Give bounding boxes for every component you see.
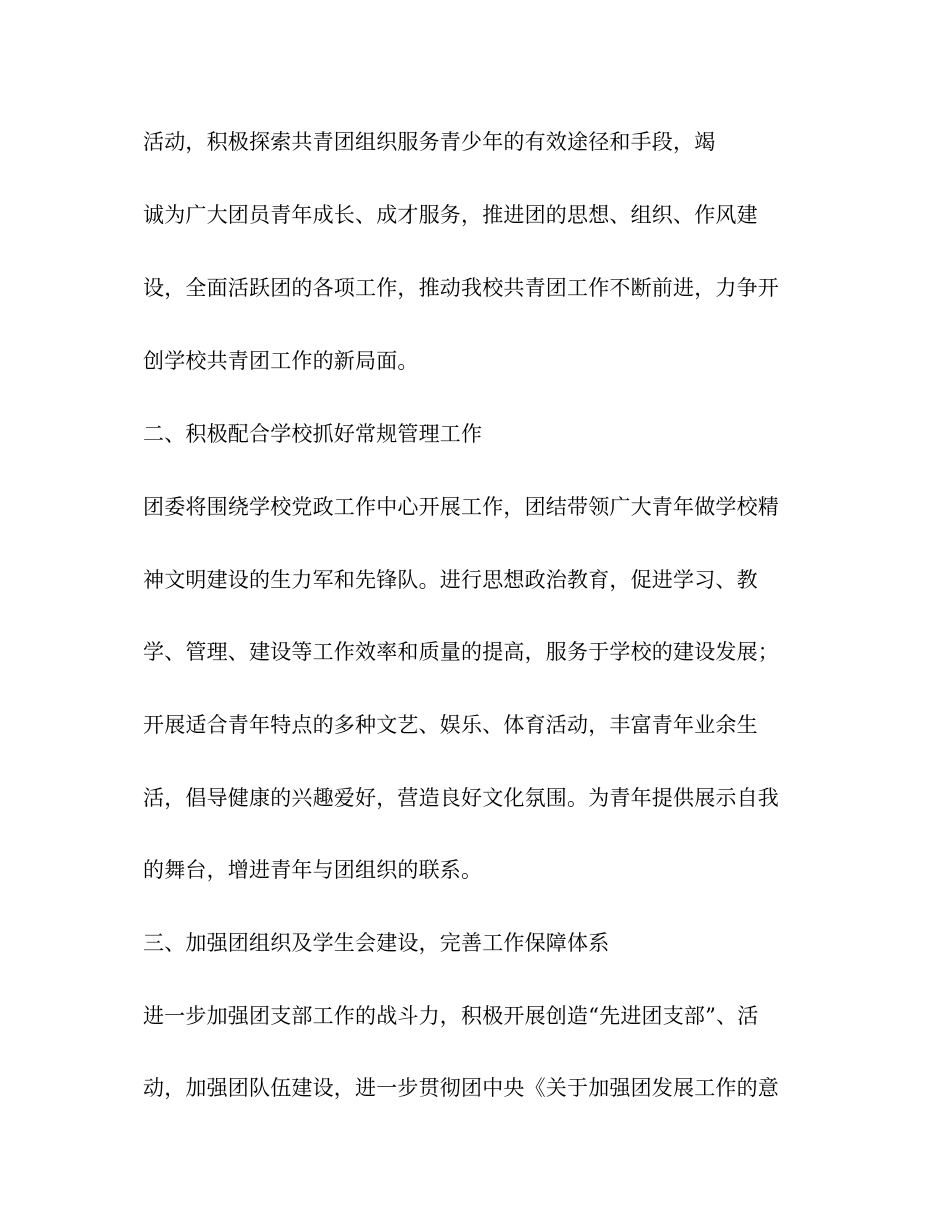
- body-text-line: 的舞台，增进青年与团组织的联系。: [143, 858, 483, 882]
- section-heading: 二、积极配合学校抓好常规管理工作: [143, 422, 483, 446]
- body-text-line: 活动，积极探索共青团组织服务青少年的有效途径和手段，竭: [143, 130, 716, 154]
- body-text-line: 设，全面活跃团的各项工作，推动我校共青团工作不断前进，力争开: [143, 276, 779, 300]
- body-text-line: 团委将围绕学校党政工作中心开展工作，团结带领广大青年做学校精: [143, 495, 779, 519]
- body-text-line: 开展适合青年特点的多种文艺、娱乐、体育活动，丰富青年业余生: [143, 713, 758, 737]
- body-text-line: 创学校共青团工作的新局面。: [143, 349, 419, 373]
- body-text-line: 诚为广大团员青年成长、成才服务，推进团的思想、组织、作风建: [143, 203, 758, 227]
- body-text-line: 进一步加强团支部工作的战斗力，积极开展创造“先进团支部”、活: [143, 1004, 759, 1028]
- body-text-line: 学、管理、建设等工作效率和质量的提高，服务于学校的建设发展；: [143, 640, 779, 664]
- section-heading: 三、加强团组织及学生会建设，完善工作保障体系: [143, 931, 610, 955]
- body-text-line: 活，倡导健康的兴趣爱好，营造良好文化氛围。为青年提供展示自我: [143, 786, 779, 810]
- body-text-line: 神文明建设的生力军和先锋队。进行思想政治教育，促进学习、教: [143, 568, 758, 592]
- body-text-line: 动，加强团队伍建设，进一步贯彻团中央《关于加强团发展工作的意: [143, 1076, 779, 1100]
